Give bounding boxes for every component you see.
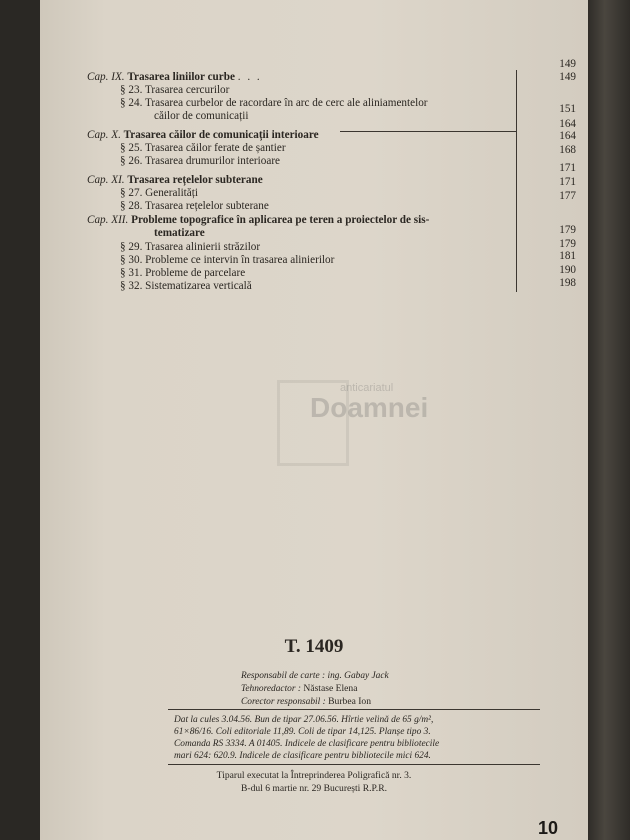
page-number: 181 — [559, 250, 576, 262]
toc-chapter-12: Cap. XII. Probleme topografice în aplicarea pe teren a proiectelor de sis- — [87, 214, 430, 226]
page-number: 171 — [559, 176, 576, 188]
watermark-text: Doamnei — [310, 392, 429, 423]
page-number: 171 — [559, 162, 576, 174]
colophon-rule-bottom — [168, 764, 540, 765]
toc-section-28: § 28. Trasarea rețelelor subterane — [120, 200, 269, 212]
printer-line-2: B-dul 6 martie nr. 29 București R.P.R. — [240, 783, 388, 794]
toc-top-page: 149 — [559, 58, 576, 70]
page-number: 149 — [559, 71, 576, 83]
colophon-techeditor: Tehnoredactor : Năstase Elena — [241, 683, 358, 694]
page-number: 164 — [559, 130, 576, 142]
toc-section-24-cont: căilor de comunicații — [154, 110, 249, 122]
print-line-4: mari 624: 620.9. Indicele de clasificare pentru bibliotecile mici 624. — [174, 751, 431, 761]
printer-line-1: Tiparul executat la Întreprinderea Poligrafică nr. 3. — [216, 770, 412, 781]
toc-section-30: § 30. Probleme ce intervin în trasarea alinierilor — [120, 254, 335, 266]
page-number: 179 — [559, 238, 576, 250]
toc-section-26: § 26. Trasarea drumurilor interioare — [120, 155, 281, 167]
chapter-label: Cap. IX. — [87, 71, 125, 83]
print-line-3: Comanda RS 3334. A 01405. Indicele de clasificare pentru bibliotecile — [174, 739, 440, 749]
toc-section-24: § 24. Trasarea curbelor de racordare în arc de cerc ale aliniamentelor — [120, 97, 428, 109]
colophon-rule-top — [168, 709, 540, 710]
chapter-title: Trasarea liniilor curbe — [127, 71, 235, 83]
toc-section-32: § 32. Sistematizarea verticală — [120, 280, 252, 292]
toc-section-27: § 27. Generalități — [120, 187, 198, 199]
colophon-responsible: Responsabil de carte : ing. Gabay Jack — [241, 671, 389, 681]
toc-section-23: § 23. Trasarea cercurilor — [120, 84, 230, 96]
watermark-subtext: anticariatul — [340, 382, 394, 394]
page-number: 179 — [559, 224, 576, 236]
page-number: 168 — [559, 144, 576, 156]
toc-chapter-9: Cap. IX. Trasarea liniilor curbe . . . — [87, 71, 262, 83]
toc-chapter-10: Cap. X. Trasarea căilor de comunicații interioare — [87, 129, 319, 141]
toc-section-31: § 31. Probleme de parcelare — [120, 267, 246, 279]
colophon-code: T. 1409 — [284, 636, 344, 657]
toc-section-25: § 25. Trasarea căilor ferate de șantier — [120, 142, 286, 154]
page-number: 177 — [559, 190, 576, 202]
toc-chapter-12-cont: tematizare — [154, 227, 205, 239]
page-number: 198 — [559, 277, 576, 289]
toc-divider — [340, 131, 516, 132]
print-line-2: 61×86/16. Coli editoriale 11,89. Coli de tipar 14,125. Planșe tipo 3. — [174, 727, 431, 737]
toc-section-29: § 29. Trasarea alinierii străzilor — [120, 241, 261, 253]
corner-number: 10 — [538, 818, 559, 838]
toc-page-column-rule — [516, 70, 517, 292]
book-page — [40, 0, 588, 840]
page-number: 190 — [559, 264, 576, 276]
toc-chapter-11: Cap. XI. Trasarea rețelelor subterane — [87, 174, 263, 186]
print-line-1: Dat la cules 3.04.56. Bun de tipar 27.06.56. Hîrtie velină de 65 g/m², — [174, 715, 434, 725]
book-spine — [588, 0, 630, 840]
colophon-proofreader: Corector responsabil : Burbea Ion — [241, 696, 372, 707]
page-number: 164 — [559, 118, 576, 130]
page-number: 151 — [559, 103, 576, 115]
